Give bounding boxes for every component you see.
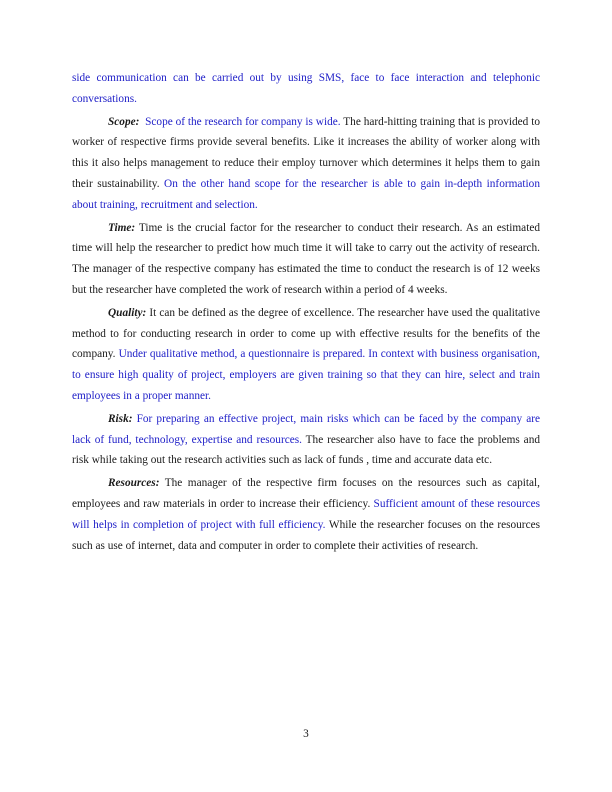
paragraph-text: Under qualitative method, a questionnaire is prepared. In context with business organisation, to ensure high quality of project, employers are given training so that they can hire, select and train employees in a proper manner. bbox=[72, 348, 540, 402]
section-heading-risk: Risk: bbox=[108, 412, 133, 425]
page-number: 3 bbox=[303, 728, 309, 740]
paragraph-text: Scope of the research for company is wide. bbox=[145, 115, 341, 128]
paragraph-time bbox=[72, 218, 540, 301]
section-heading-resources: Resources: bbox=[108, 477, 160, 490]
paragraph-text: The manager of the respective firm focuses on the resources such as capital, employees and raw materials in order to increase their efficiency. bbox=[72, 477, 540, 510]
paragraph-quality bbox=[72, 303, 540, 407]
section-heading-scope: Scope: bbox=[108, 115, 140, 128]
paragraph-text: side communication can be carried out by using SMS, face to face interaction and telephonic conversations. bbox=[72, 72, 540, 105]
paragraph-text: Time is the crucial factor for the researcher to conduct their research. As an estimated time will help the researcher to predict how much time it will take to carry out the activity of research. The manager of the respective company has estimated the time to conduct the research is of 12 weeks but the researcher have completed the work of research within a period of 4 weeks. bbox=[72, 221, 540, 296]
paragraph-scope bbox=[72, 112, 540, 216]
paragraph-text: The researcher also have to face the problems and risk while taking out the research activities such as lack of funds , time and accurate data etc. bbox=[72, 433, 540, 467]
paragraph-text: For preparing an effective project, main risks which can be faced by the company are lack of fund, technology, expertise and resources. bbox=[72, 412, 541, 446]
paragraph-communication bbox=[72, 68, 540, 110]
document-page bbox=[72, 68, 540, 558]
paragraph-risk bbox=[72, 409, 540, 471]
paragraph-text: On the other hand scope for the researcher is able to gain in-depth information about training, recruitment and selection. bbox=[72, 177, 540, 211]
paragraph-resources bbox=[72, 473, 540, 556]
paragraph-text: While the researcher focuses on the resources such as use of internet, data and computer in order to complete their activities of research. bbox=[72, 518, 540, 552]
section-heading-time: Time: bbox=[108, 221, 136, 234]
paragraph-text: Sufficient amount of these resources will helps in completion of project with full efficiency. bbox=[72, 497, 540, 531]
paragraph-text: It can be defined as the degree of excellence. The researcher have used the qualitative method to for conducting research in order to come up with effective results for the benefits of the company. bbox=[72, 306, 540, 361]
section-heading-quality: Quality: bbox=[108, 306, 147, 319]
paragraph-text: The hard-hitting training that is provided to worker of respective firms provide several benefits. Like it increases the ability of worker along with this it also helps management to reduce their employ turnover which determines it helps them to gain their sustainability. bbox=[72, 115, 540, 190]
